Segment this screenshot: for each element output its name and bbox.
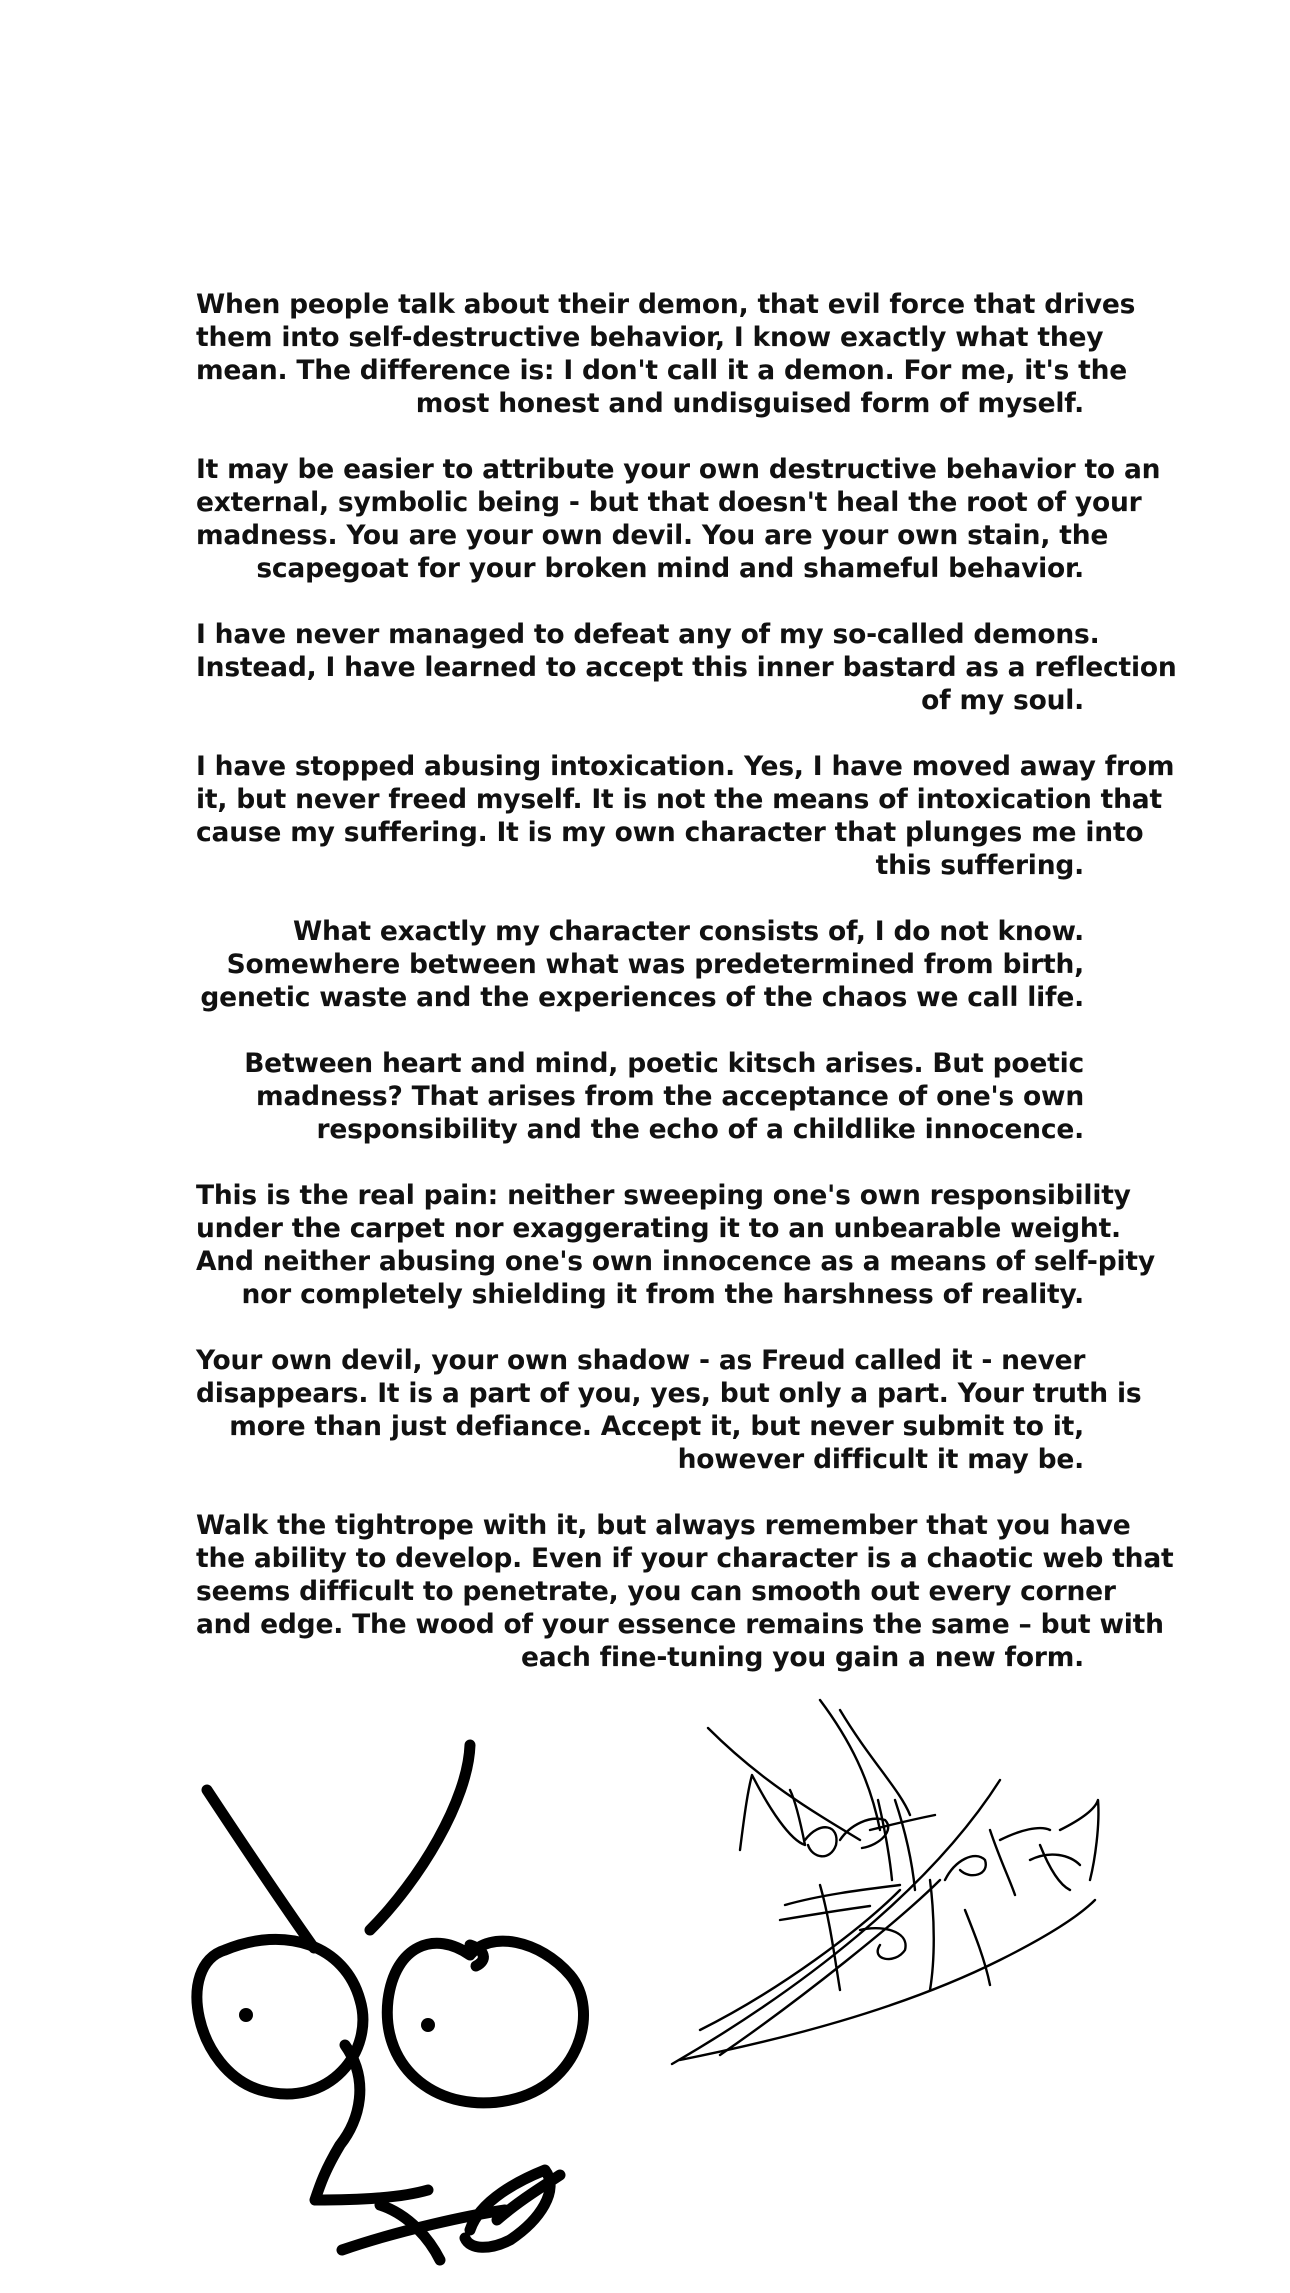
left-eyebrow-stroke bbox=[207, 1790, 314, 1948]
paragraph-3 bbox=[196, 618, 1177, 717]
paragraph-7 bbox=[196, 1179, 1155, 1311]
goatee-loop-stroke bbox=[465, 2170, 550, 2247]
right-eye-hook-stroke bbox=[470, 1945, 483, 1966]
paragraph-5 bbox=[196, 915, 1084, 1014]
text-line: this suffering. bbox=[875, 850, 1084, 881]
left-pupil bbox=[239, 2008, 253, 2022]
text-line: and edge. The wood of your essence remains the same – but with bbox=[196, 1609, 1164, 1640]
text-line: I have never managed to defeat any of my so-called demons. bbox=[196, 619, 1100, 650]
text-line: Walk the tightrope with it, but always remember that you have bbox=[196, 1510, 1131, 1541]
text-line: the ability to develop. Even if your character is a chaotic web that bbox=[196, 1543, 1174, 1574]
mouth-stroke bbox=[342, 2210, 505, 2250]
goatee-tail-stroke bbox=[497, 2175, 560, 2220]
text-line: Instead, I have learned to accept this inner bastard as a reflection bbox=[196, 652, 1177, 683]
paragraph-2 bbox=[196, 453, 1161, 585]
text-line: What exactly my character consists of, I do not know. bbox=[293, 916, 1084, 947]
goatee-stroke bbox=[380, 2205, 440, 2260]
text-line: This is the real pain: neither sweeping one's own responsibility bbox=[196, 1180, 1131, 1211]
text-line: I have stopped abusing intoxication. Yes, I have moved away from bbox=[196, 751, 1175, 782]
text-line: more than just defiance. Accept it, but never submit to it, bbox=[229, 1411, 1084, 1442]
text-line: most honest and undisguised form of myself. bbox=[415, 388, 1084, 419]
text-line: under the carpet nor exaggerating it to an unbearable weight. bbox=[196, 1213, 1121, 1244]
text-line: When people talk about their demon, that evil force that drives bbox=[196, 289, 1136, 320]
text-line: It may be easier to attribute your own destructive behavior to an bbox=[196, 454, 1161, 485]
text-line: nor completely shielding it from the harshness of reality. bbox=[241, 1279, 1084, 1310]
nose-stroke bbox=[315, 2045, 428, 2200]
essay-body bbox=[196, 288, 1177, 1707]
text-line: cause my suffering. It is my own character that plunges me into bbox=[196, 817, 1144, 848]
text-line: madness. You are your own devil. You are your own stain, the bbox=[196, 520, 1109, 551]
text-line: madness? That arises from the acceptance of one's own bbox=[256, 1081, 1084, 1112]
paragraph-6 bbox=[196, 1047, 1084, 1146]
text-line: of my soul. bbox=[921, 685, 1084, 716]
right-eye-stroke bbox=[387, 1941, 583, 2103]
paragraph-8 bbox=[196, 1344, 1142, 1476]
text-line: however difficult it may be. bbox=[677, 1444, 1084, 1475]
paragraph-1 bbox=[196, 288, 1136, 420]
text-line: seems difficult to penetrate, you can smooth out every corner bbox=[196, 1576, 1116, 1607]
left-eye-stroke bbox=[197, 1939, 363, 2094]
text-line: Between heart and mind, poetic kitsch arises. But poetic bbox=[244, 1048, 1084, 1079]
text-line: it, but never freed myself. It is not the means of intoxication that bbox=[196, 784, 1162, 815]
text-line: them into self-destructive behavior, I know exactly what they bbox=[196, 322, 1104, 353]
right-eyebrow-stroke bbox=[370, 1745, 470, 1930]
text-line: each fine-tuning you gain a new form. bbox=[521, 1642, 1084, 1673]
text-line: genetic waste and the experiences of the chaos we call life. bbox=[200, 982, 1084, 1013]
text-line: Somewhere between what was predetermined from birth, bbox=[226, 949, 1084, 980]
text-line: mean. The difference is: I don't call it a demon. For me, it's the bbox=[196, 355, 1128, 386]
text-line: Your own devil, your own shadow - as Freud called it - never bbox=[196, 1345, 1086, 1376]
right-pupil bbox=[421, 2018, 435, 2032]
text-line: scapegoat for your broken mind and shameful behavior. bbox=[256, 553, 1084, 584]
text-line: disappears. It is a part of you, yes, but only a part. Your truth is bbox=[196, 1378, 1142, 1409]
paragraph-4 bbox=[196, 750, 1175, 882]
text-line: And neither abusing one's own innocence as a means of self-pity bbox=[196, 1246, 1155, 1277]
text-line: responsibility and the echo of a childlike innocence. bbox=[316, 1114, 1084, 1145]
text-line: external, symbolic being - but that doesn't heal the root of your bbox=[196, 487, 1142, 518]
paragraph-9 bbox=[196, 1509, 1174, 1674]
